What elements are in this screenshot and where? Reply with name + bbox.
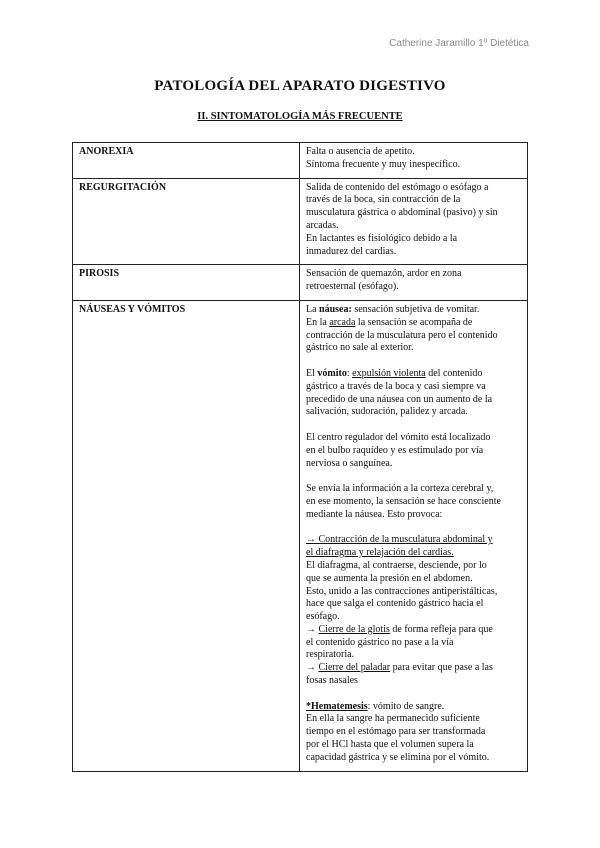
- nausea-line: [306, 304, 522, 317]
- definition-line: Síntoma frecuente y muy inespecífico.: [306, 158, 461, 170]
- text-run: La: [306, 303, 320, 315]
- vomito-line: salivación, sudoración, palidez y arcada.: [306, 406, 468, 418]
- definition-cell: [300, 265, 528, 301]
- term-cell: NÁUSEAS Y VÓMITOS: [73, 300, 300, 771]
- text-run: Cierre del paladar: [318, 662, 391, 674]
- text-run: del contenido: [425, 367, 483, 379]
- hematemesis-line: por el HCl hasta que el volumen supera la: [306, 739, 474, 751]
- vomito-line: precedido de una náusea con un aumento de la: [306, 393, 493, 405]
- text-run: :: [346, 367, 353, 379]
- table-row-anorexia: [73, 143, 528, 179]
- paragraph-gap: [306, 470, 522, 483]
- centro-line: nerviosa o sanguínea.: [306, 457, 393, 469]
- hematemesis-line: tiempo en el estómago para ser transformada: [306, 726, 486, 738]
- text-run: náusea:: [319, 303, 352, 315]
- text-run: sensación subjetiva de vomitar.: [351, 303, 480, 315]
- definition-line: inmadurez del cardias.: [306, 245, 397, 257]
- text-run: →: [306, 623, 319, 635]
- hematemesis-line: capacidad gástrica y se elimina por el vómito.: [306, 751, 490, 763]
- effect-line: [306, 624, 522, 637]
- term-cell: REGURGITACIÓN: [73, 178, 300, 265]
- vomito-line: [306, 368, 522, 381]
- term-cell: ANOREXIA: [73, 143, 300, 179]
- symptoms-table: [72, 142, 528, 772]
- effect-line: el contenido gástrico no pase a la vía: [306, 636, 454, 648]
- author-header: Catherine Jaramillo 1º Dietética: [389, 38, 529, 49]
- effect-line: el diafragma y relajación del cardias.: [306, 547, 454, 559]
- document-title: PATOLOGÍA DEL APARATO DIGESTIVO: [154, 78, 446, 94]
- text-run: vómito: [317, 367, 347, 379]
- centro-line: en el bulbo raquídeo y es estimulado por vía: [306, 444, 484, 456]
- effect-line: hace que salga el contenido gástrico hacia el: [306, 598, 484, 610]
- hematemesis-line: [306, 701, 522, 714]
- paragraph-gap: [306, 522, 522, 535]
- table-row-nauseas-vomitos: [73, 300, 528, 771]
- corteza-line: mediante la náusea. Esto provoca:: [306, 508, 443, 520]
- effect-line: Esto, unido a las contracciones antiperistálticas,: [306, 585, 498, 597]
- nausea-line: gástrico no sale al exterior.: [306, 342, 414, 354]
- effect-line: fosas nasales: [306, 675, 358, 687]
- definition-line: Salida de contenido del estómago o esófago a: [306, 181, 489, 193]
- effect-line: → Contracción de la musculatura abdominal y: [306, 534, 493, 546]
- term-cell: PIROSIS: [73, 265, 300, 301]
- nausea-line: [306, 317, 522, 330]
- definition-line: Falta o ausencia de apetito.: [306, 146, 415, 157]
- text-run: En la: [306, 316, 330, 328]
- text-run: : vómito de sangre.: [367, 700, 445, 712]
- text-run: arcada: [329, 316, 356, 328]
- definition-line: musculatura gástrica o abdominal (pasivo) y sin: [306, 207, 498, 219]
- table-row-regurgitacion: [73, 178, 528, 265]
- section-subtitle: II. SINTOMATOLOGÍA MÁS FRECUENTE: [197, 111, 403, 122]
- nausea-line: contracción de la musculatura pero el contenido: [306, 329, 498, 341]
- text-run: →: [306, 662, 319, 674]
- effect-line: El diafragma, al contraerse, desciende, por lo: [306, 559, 487, 571]
- definition-line: Sensación de quemazón, ardor en zona: [306, 268, 462, 280]
- effect-line: [306, 662, 522, 675]
- text-run: para evitar que pase a las: [390, 662, 493, 674]
- hematemesis-line: En ella la sangre ha permanecido suficiente: [306, 713, 480, 725]
- definition-line: retroesternal (esófago).: [306, 281, 399, 293]
- paragraph-gap: [306, 355, 522, 368]
- corteza-line: en ese momento, la sensación se hace consciente: [306, 495, 501, 507]
- paragraph-gap: [306, 688, 522, 701]
- text-run: El: [306, 367, 318, 379]
- corteza-line: Se envía la información a la corteza cerebral y,: [306, 483, 494, 495]
- definition-cell: [300, 300, 528, 771]
- effect-line: respiratoria.: [306, 649, 355, 661]
- text-run: *Hematemesis: [306, 700, 368, 712]
- definition-cell: [300, 143, 528, 179]
- effect-line: que se aumenta la presión en el abdomen.: [306, 572, 473, 584]
- definition-line: En lactantes es fisiológico debido a la: [306, 232, 458, 244]
- definition-line: través de la boca, sin contracción de la: [306, 194, 461, 206]
- centro-line: El centro regulador del vómito está localizado: [306, 431, 491, 443]
- text-run: expulsión violenta: [352, 367, 426, 379]
- text-run: la sensación se acompaña de: [355, 316, 473, 328]
- definition-cell: [300, 178, 528, 265]
- text-run: Cierre de la glotis: [318, 623, 390, 635]
- vomito-line: gástrico a través de la boca y casi siempre va: [306, 380, 486, 392]
- text-run: de forma refleja para que: [389, 623, 493, 635]
- effect-line: esófago.: [306, 611, 340, 623]
- definition-line: arcadas.: [306, 219, 339, 231]
- paragraph-gap: [306, 419, 522, 432]
- table-row-pirosis: [73, 265, 528, 301]
